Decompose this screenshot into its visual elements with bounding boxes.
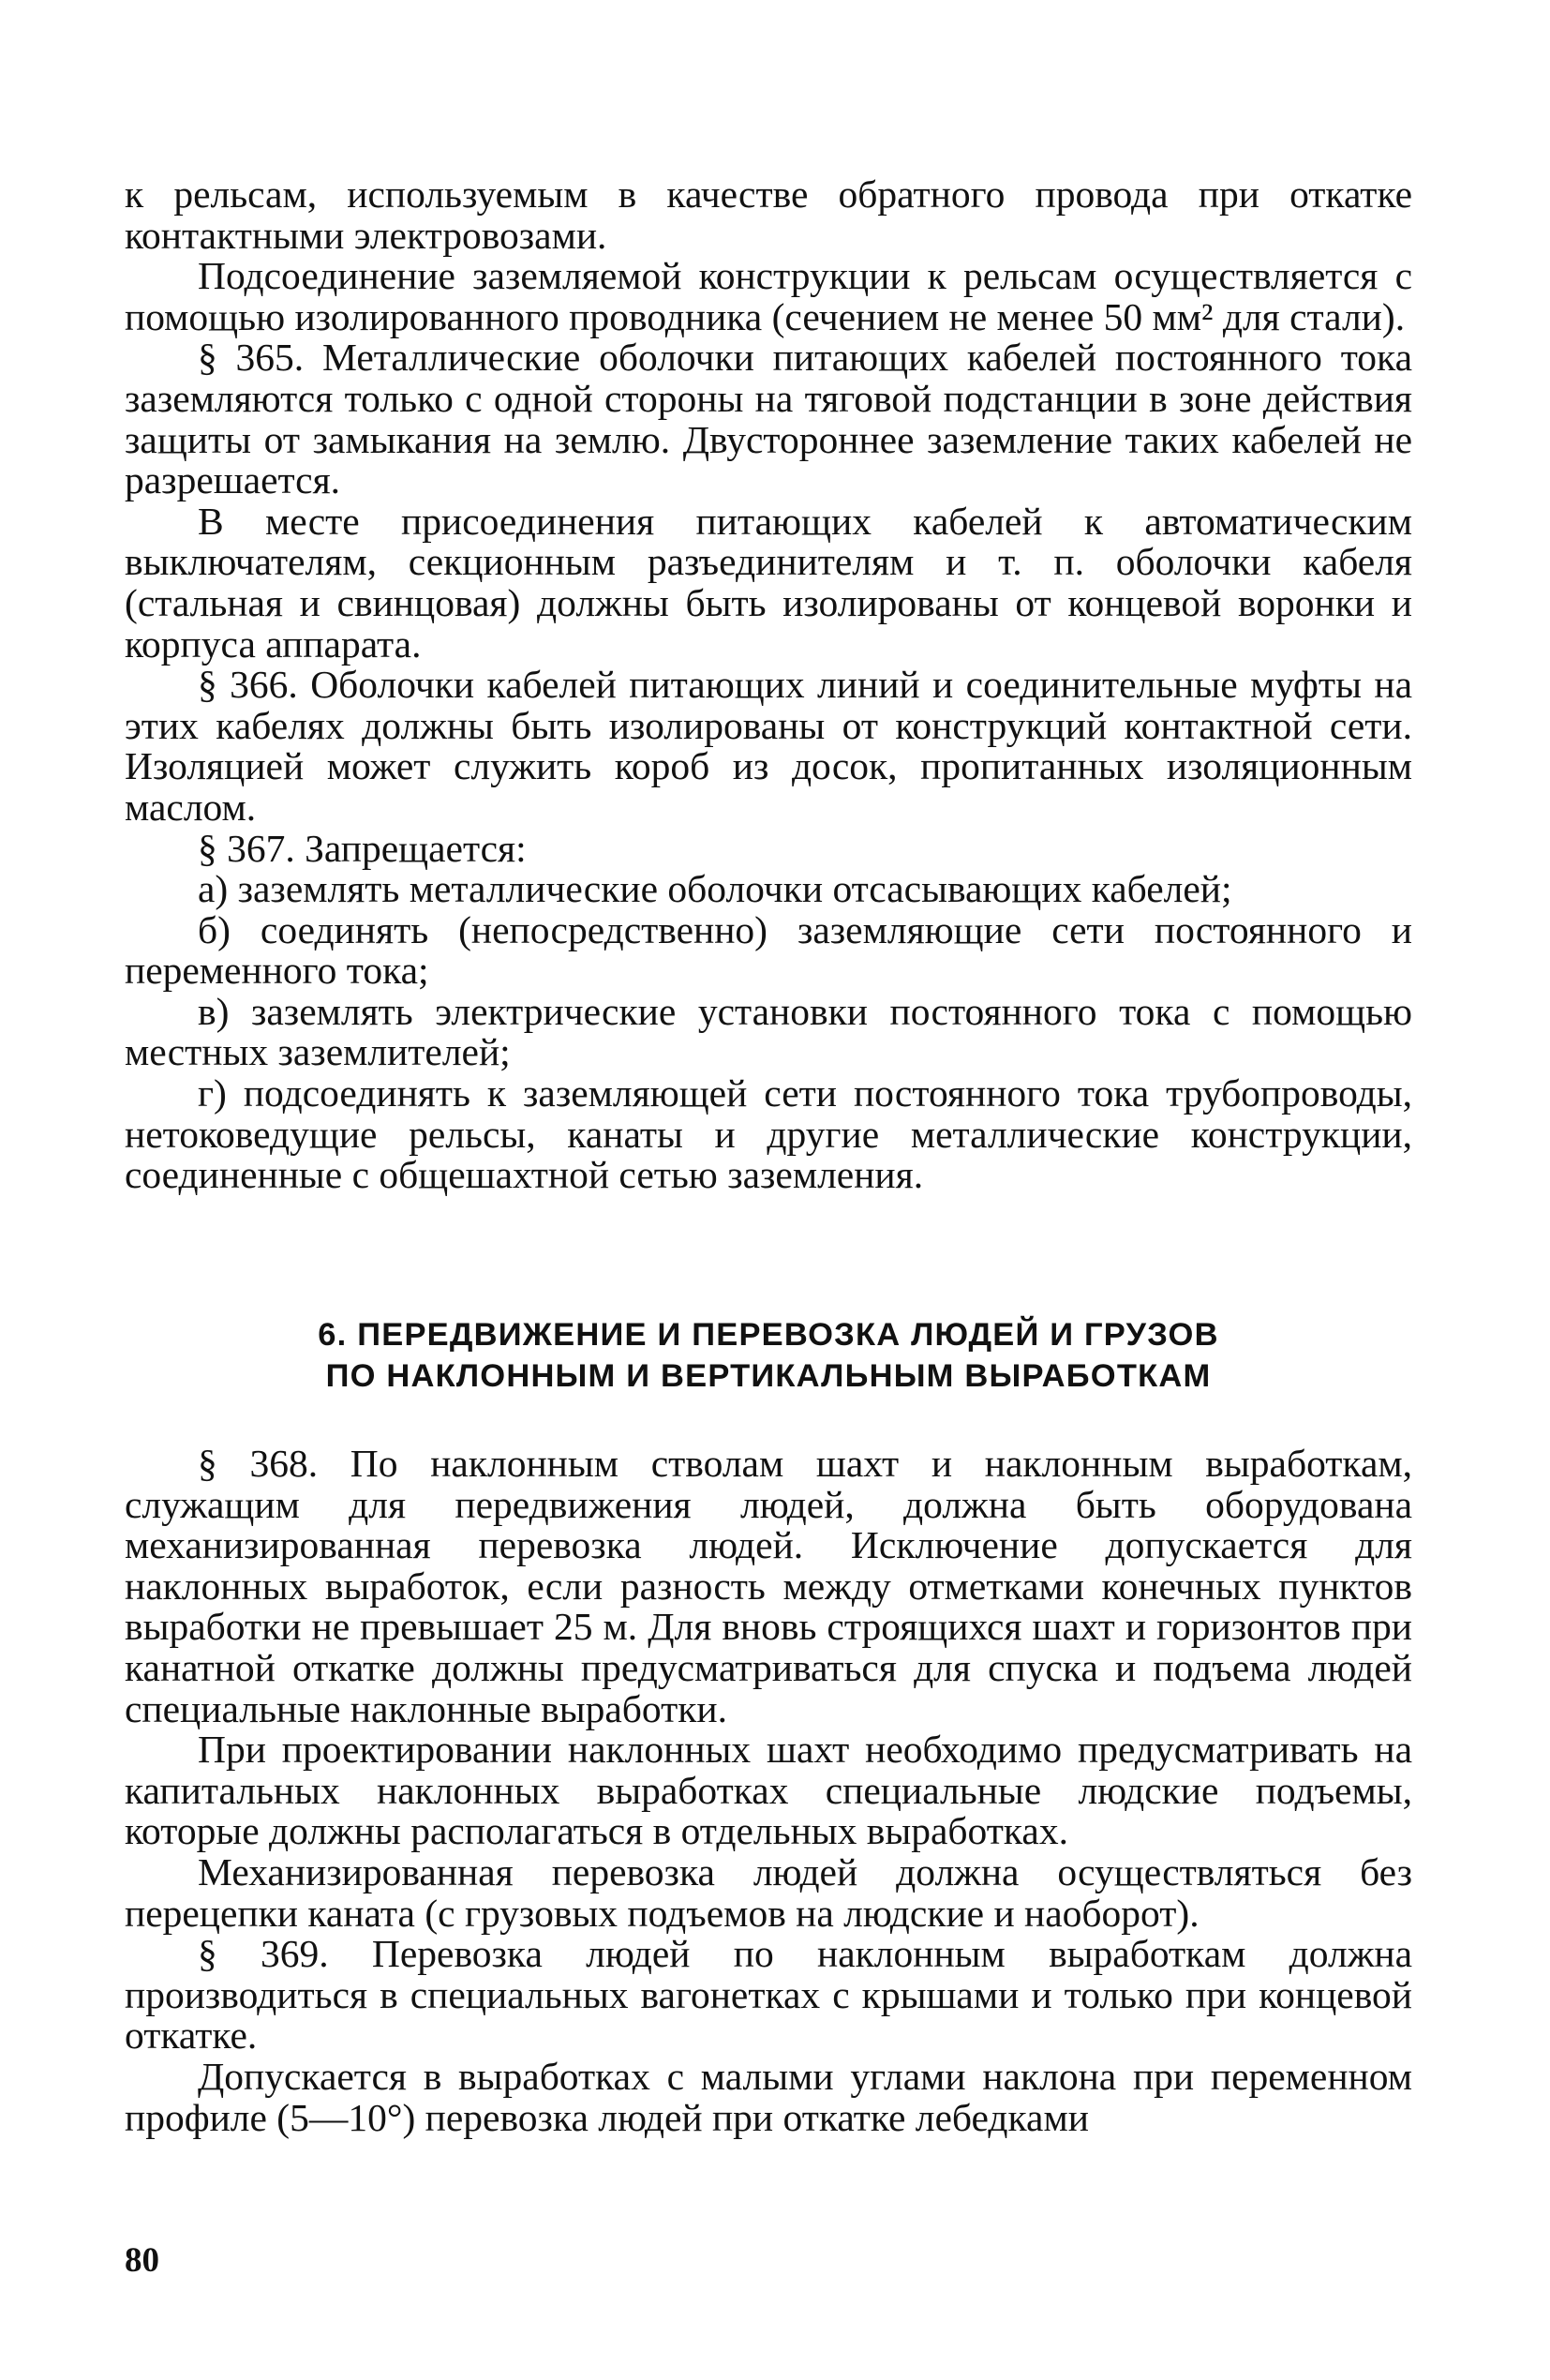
list-item-b: б) соединять (непосредственно) заземляющие сети постоянного и переменного тока; — [125, 907, 1412, 993]
paragraph-section-366: § 366. Оболочки кабелей питающих линий и соединительные муфты на этих кабелях должны быть изолированы от конструкций контактной сети. Изоляцией может служить короб из досок, пропитанных изоляционным маслом. — [125, 663, 1412, 829]
paragraph-section-369: § 369. Перевозка людей по наклонным выработкам должна производиться в специальных вагонетках с крышами и только при концевой откатке. — [125, 1932, 1412, 2058]
list-item-a: а) заземлять металлические оболочки отсасывающих кабелей; — [198, 867, 1232, 911]
paragraph-section-367: § 367. Запрещается: — [198, 826, 527, 870]
list-item-v: в) заземлять электрические установки постоянного тока с помощью местных заземлителей; — [125, 989, 1412, 1074]
section-heading-line-2: ПО НАКЛОННЫМ И ВЕРТИКАЛЬНЫМ ВЫРАБОТКАМ — [325, 1358, 1212, 1394]
section-heading-line-1: 6. ПЕРЕДВИЖЕНИЕ И ПЕРЕВОЗКА ЛЮДЕЙ И ГРУЗОВ — [318, 1317, 1219, 1353]
body-text-top — [125, 174, 1412, 1196]
body-text-bottom — [125, 1444, 1412, 2138]
paragraph-small-angle-workings: Допускается в выработках с малыми углами наклона при переменном профиле (5—10°) перевозка людей при откатке лебедками — [125, 2054, 1412, 2139]
paragraph-inclined-shafts-design: При проектировании наклонных шахт необходимо предусматривать на капитальных наклонных выработках специальные людские подъемы, которые должны располагаться в отдельных выработках. — [125, 1728, 1412, 1853]
paragraph-rail-connection: Подсоединение заземляемой конструкции к рельсам осуществляется с помощью изолированного проводника (сечением не менее 50 мм² для стали). — [125, 254, 1412, 338]
page-number: 80 — [125, 2241, 159, 2280]
paragraph-continuation: к рельсам, используемым в качестве обратного провода при откатке контактными электровозами. — [125, 172, 1412, 257]
paragraph-section-365: § 365. Металлические оболочки питающих кабелей постоянного тока заземляются только с одной стороны на тяговой подстанции в зоне действия защиты от замыкания на землю. Двустороннее заземление таких кабелей не разрешается. — [125, 336, 1412, 502]
list-item-g: г) подсоединять к заземляющей сети постоянного тока трубопроводы, нетоковедущие рельсы, канаты и другие металлические конструкции, соединенные с общешахтной сетью заземления. — [125, 1071, 1412, 1197]
paragraph-section-368: § 368. По наклонным стволам шахт и наклонным выработкам, служащим для передвижения людей, должна быть оборудована механизированная перевозка людей. Исключение допускается для наклонных выработок, если разность между отметками конечных пунктов выработки не превышает 25 м. Для вновь строящихся шахт и горизонтов при канатной откатке должны предусматриваться для спуска и подъема людей специальные наклонные выработки. — [125, 1442, 1412, 1730]
paragraph-mechanized-transport: Механизированная перевозка людей должна осуществляться без перецепки каната (с грузовых подъемов на людские и наоборот). — [125, 1849, 1412, 1935]
paragraph-cable-sheath-insulation: В месте присоединения питающих кабелей к автоматическим выключателям, секционным разъединителям и т. п. оболочки кабеля (стальная и свинцовая) должны быть изолированы от концевой воронки и корпуса аппарата. — [125, 499, 1412, 666]
section-heading — [125, 1314, 1412, 1397]
